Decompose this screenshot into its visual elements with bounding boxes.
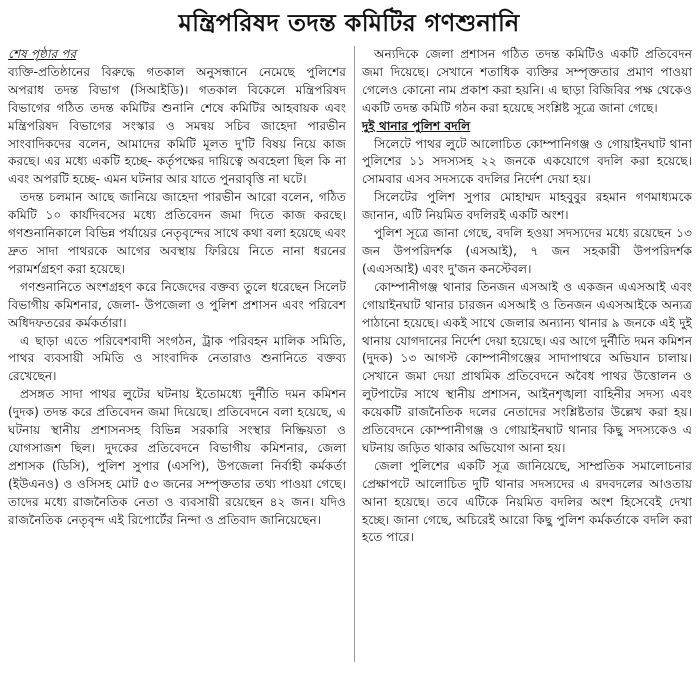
body-paragraph: ব্যক্তি-প্রতিষ্ঠানের বিরুদ্ধে গতকাল অনুসন্ধানে নেমেছে পুলিশের অপরাধ তদন্ত বিভাগ (সিআইডি)। গতকাল বিকেলে মন্ত্রিপরিষদ বিভাগের গঠিত তদন্ত কমিটির শুনানি শেষে কমিটির আহবায়ক এবং মন্ত্রিপরিষদ বিভাগের সংস্কার ও সমন্বয় সচিব জাহেদা পারভীন সাংবাদিকদের বলেন, আমাদের কমিটি মূলত দু'টি বিষয় নিয়ে কাজ করছে। এর মধ্যে একটি হচ্ছে- কর্তৃপক্ষের দায়িত্বে অবহেলা ছিল কি না এবং অপরটি হচ্ছে- এমন ঘটনার আর যাতে পুনরাবৃত্তি না ঘটে। bbox=[8, 64, 346, 187]
body-paragraph: এ ছাড়া এতে পরিবেশবাদী সংগঠন, ট্রাক পরিবহন মালিক সমিতি, পাথর ব্যবসায়ী সমিতি ও সাংবাদিক নেতারাও শুনানিতে বক্তব্য রেখেছেন। bbox=[8, 333, 346, 384]
body-paragraph: কোম্পানীগঞ্জ থানার তিনজন এসআই ও একজন এএসআই এবং গোয়াইনঘাট থানার চারজন এসআই ও তিনজন এএসআইকে অন্যত্র পাঠানো হয়েছে। একই সাথে জেলার অন্যান্য থানার ৯ জনকে এই দুই থানায় যোগদানের নির্দেশ দেয়া হয়েছে। এর আগে দুর্নীতি দমন কমিশন (দুদক) ১৩ আগস্ট কোম্পানীগঞ্জের সাদাপাথরে অভিযান চালায়। সেখানে জমা দেয়া প্রাথমিক প্রতিবেদনে অবৈধ পাথর উত্তোলন ও লুটপাটের সাথে স্থানীয় প্রশাসন, আইনশৃঙ্খলা বাহিনীর সদস্য এবং কয়েকটি রাজনৈতিক দলের নেতাদের সংশ্লিষ্টতার উল্লেখ করা হয়। প্রতিবেদনে কোম্পানীগঞ্জ ও গোয়াইনঘাট থানার কিছু সদস্যকেও এ ঘটনায় জড়িত থাকার অভিযোগ আনা হয়। bbox=[362, 279, 692, 455]
body-paragraph: পুলিশ সূত্রে জানা গেছে, বদলি হওয়া সদস্যদের মধ্যে রয়েছেন ১৩ জন উপপরিদর্শক (এসআই), ৭ জন সহকারী উপপরিদর্শক (এএসআই) এবং দু'জন কনস্টেবল। bbox=[362, 226, 692, 276]
continuation-kicker: শেষ পৃষ্ঠার পর bbox=[8, 47, 77, 61]
body-paragraph: প্রসঙ্গত সাদা পাথর লুটের ঘটনায় ইতোমধ্যে দুর্নীতি দমন কমিশন (দুদক) তদন্ত করে প্রতিবেদন জমা দিয়েছে। প্রতিবেদনে বলা হয়েছে, এ ঘটনায় স্থানীয় প্রশাসনসহ বিভিন্ন সরকারি সংস্থার নিষ্ক্রিয়তা ও যোগসাজশ ছিল। দুদকের প্রতিবেদনে বিভাগীয় কমিশনার, জেলা প্রশাসক (ডিসি), পুলিশ সুপার (এসপি), উপজেলা নির্বাহী কর্মকর্তা (ইউএনও) ও ওসিসহ মোট ৫৩ জনের সম্পৃক্ততার তথ্য পাওয়া গেছে। তাদের মধ্যে রাজনৈতিক নেতা ও ব্যবসায়ী রয়েছেন ৪২ জন। যদিও রাজনৈতিক নেতৃবৃন্দ এই রিপোর্টের নিন্দা ও প্রতিবাদ জানিয়েছেন। bbox=[8, 387, 346, 527]
body-paragraph: অন্যদিকে জেলা প্রশাসন গঠিত তদন্ত কমিটিও একটি প্রতিবেদন জমা দিয়েছে। সেখানে শতাধিক ব্যক্তির সম্পৃক্ততার প্রমাণ পাওয়া গেলেও কোনো নাম প্রকাশ করা হয়নি। এ ছাড়া বিজিবির পক্ষ থেকেও একটি তদন্ত কমিটি গঠন করা হয়েছে সংশ্লিষ্ট সূত্রে জানা গেছে। bbox=[362, 47, 692, 115]
body-paragraph: তদন্ত চলমান আছে জানিয়ে জাহেদা পারভীন আরো বলেন, গঠিত কমিটি ১০ কার্যদিবসের মধ্যে প্রতিবেদন জমা দিতে কাজ করছে। গণশুনানিকালে বিভিন্ন পর্যায়ের নেতৃবৃন্দের সাথে কথা বলা হয়েছে এবং দ্রুত সাদা পাথরকে আগের অবস্থায় ফিরিয়ে নিতে নানা ধরনের পরামর্শগ্রহণ করা হয়েছে। bbox=[8, 190, 346, 276]
body-paragraph: সিলেটের পুলিশ সুপার মোহাম্মদ মাহবুবুর রহমান গণমাধ্যমকে জানান, এটি নিয়মিত বদলিরই একটি অংশ। bbox=[362, 190, 692, 223]
body-paragraph: সিলেটে পাথর লুটে আলোচিত কোম্পানিগঞ্জ ও গোয়াইনঘাট থানা পুলিশের ১১ সদস্যসহ ২২ জনকে একযোগে বদলি করা হয়েছে। সোমবার এসব সদস্যকে বদলির নির্দেশ দেয়া হয়। bbox=[362, 136, 692, 187]
right-column bbox=[362, 46, 692, 547]
body-paragraph: গণশুনানিতে অংশগ্রহণ করে নিজেদের বক্তব্য তুলে ধরেছেন সিলেট বিভাগীয় কমিশনার, জেলা- উপজেলা ও পুলিশ প্রশাসন এবং পরিবেশ অধিদফতরের কর্মকর্তারা। bbox=[8, 279, 346, 330]
left-column bbox=[8, 46, 346, 529]
section-subheading: দুই থানার পুলিশ বদলি bbox=[362, 118, 471, 133]
body-paragraph: জেলা পুলিশের একটি সূত্র জানিয়েছে, সাম্প্রতিক সমালোচনার প্রেক্ষাপটে আলোচিত দুটি থানার সদস্যদের এ রদবদলের আওতায় আনা হয়েছে। তবে এটিকে নিয়মিত বদলির অংশ হিসেবেই দেখা হচ্ছে। জানা গেছে, অচিরেই আরো কিছু পুলিশ কর্মকর্তাকে বদলি করা হতে পারে। bbox=[362, 458, 692, 545]
article-headline: মন্ত্রিপরিষদ তদন্ত কমিটির গণশুনানি bbox=[178, 9, 520, 37]
column-divider bbox=[354, 46, 355, 662]
